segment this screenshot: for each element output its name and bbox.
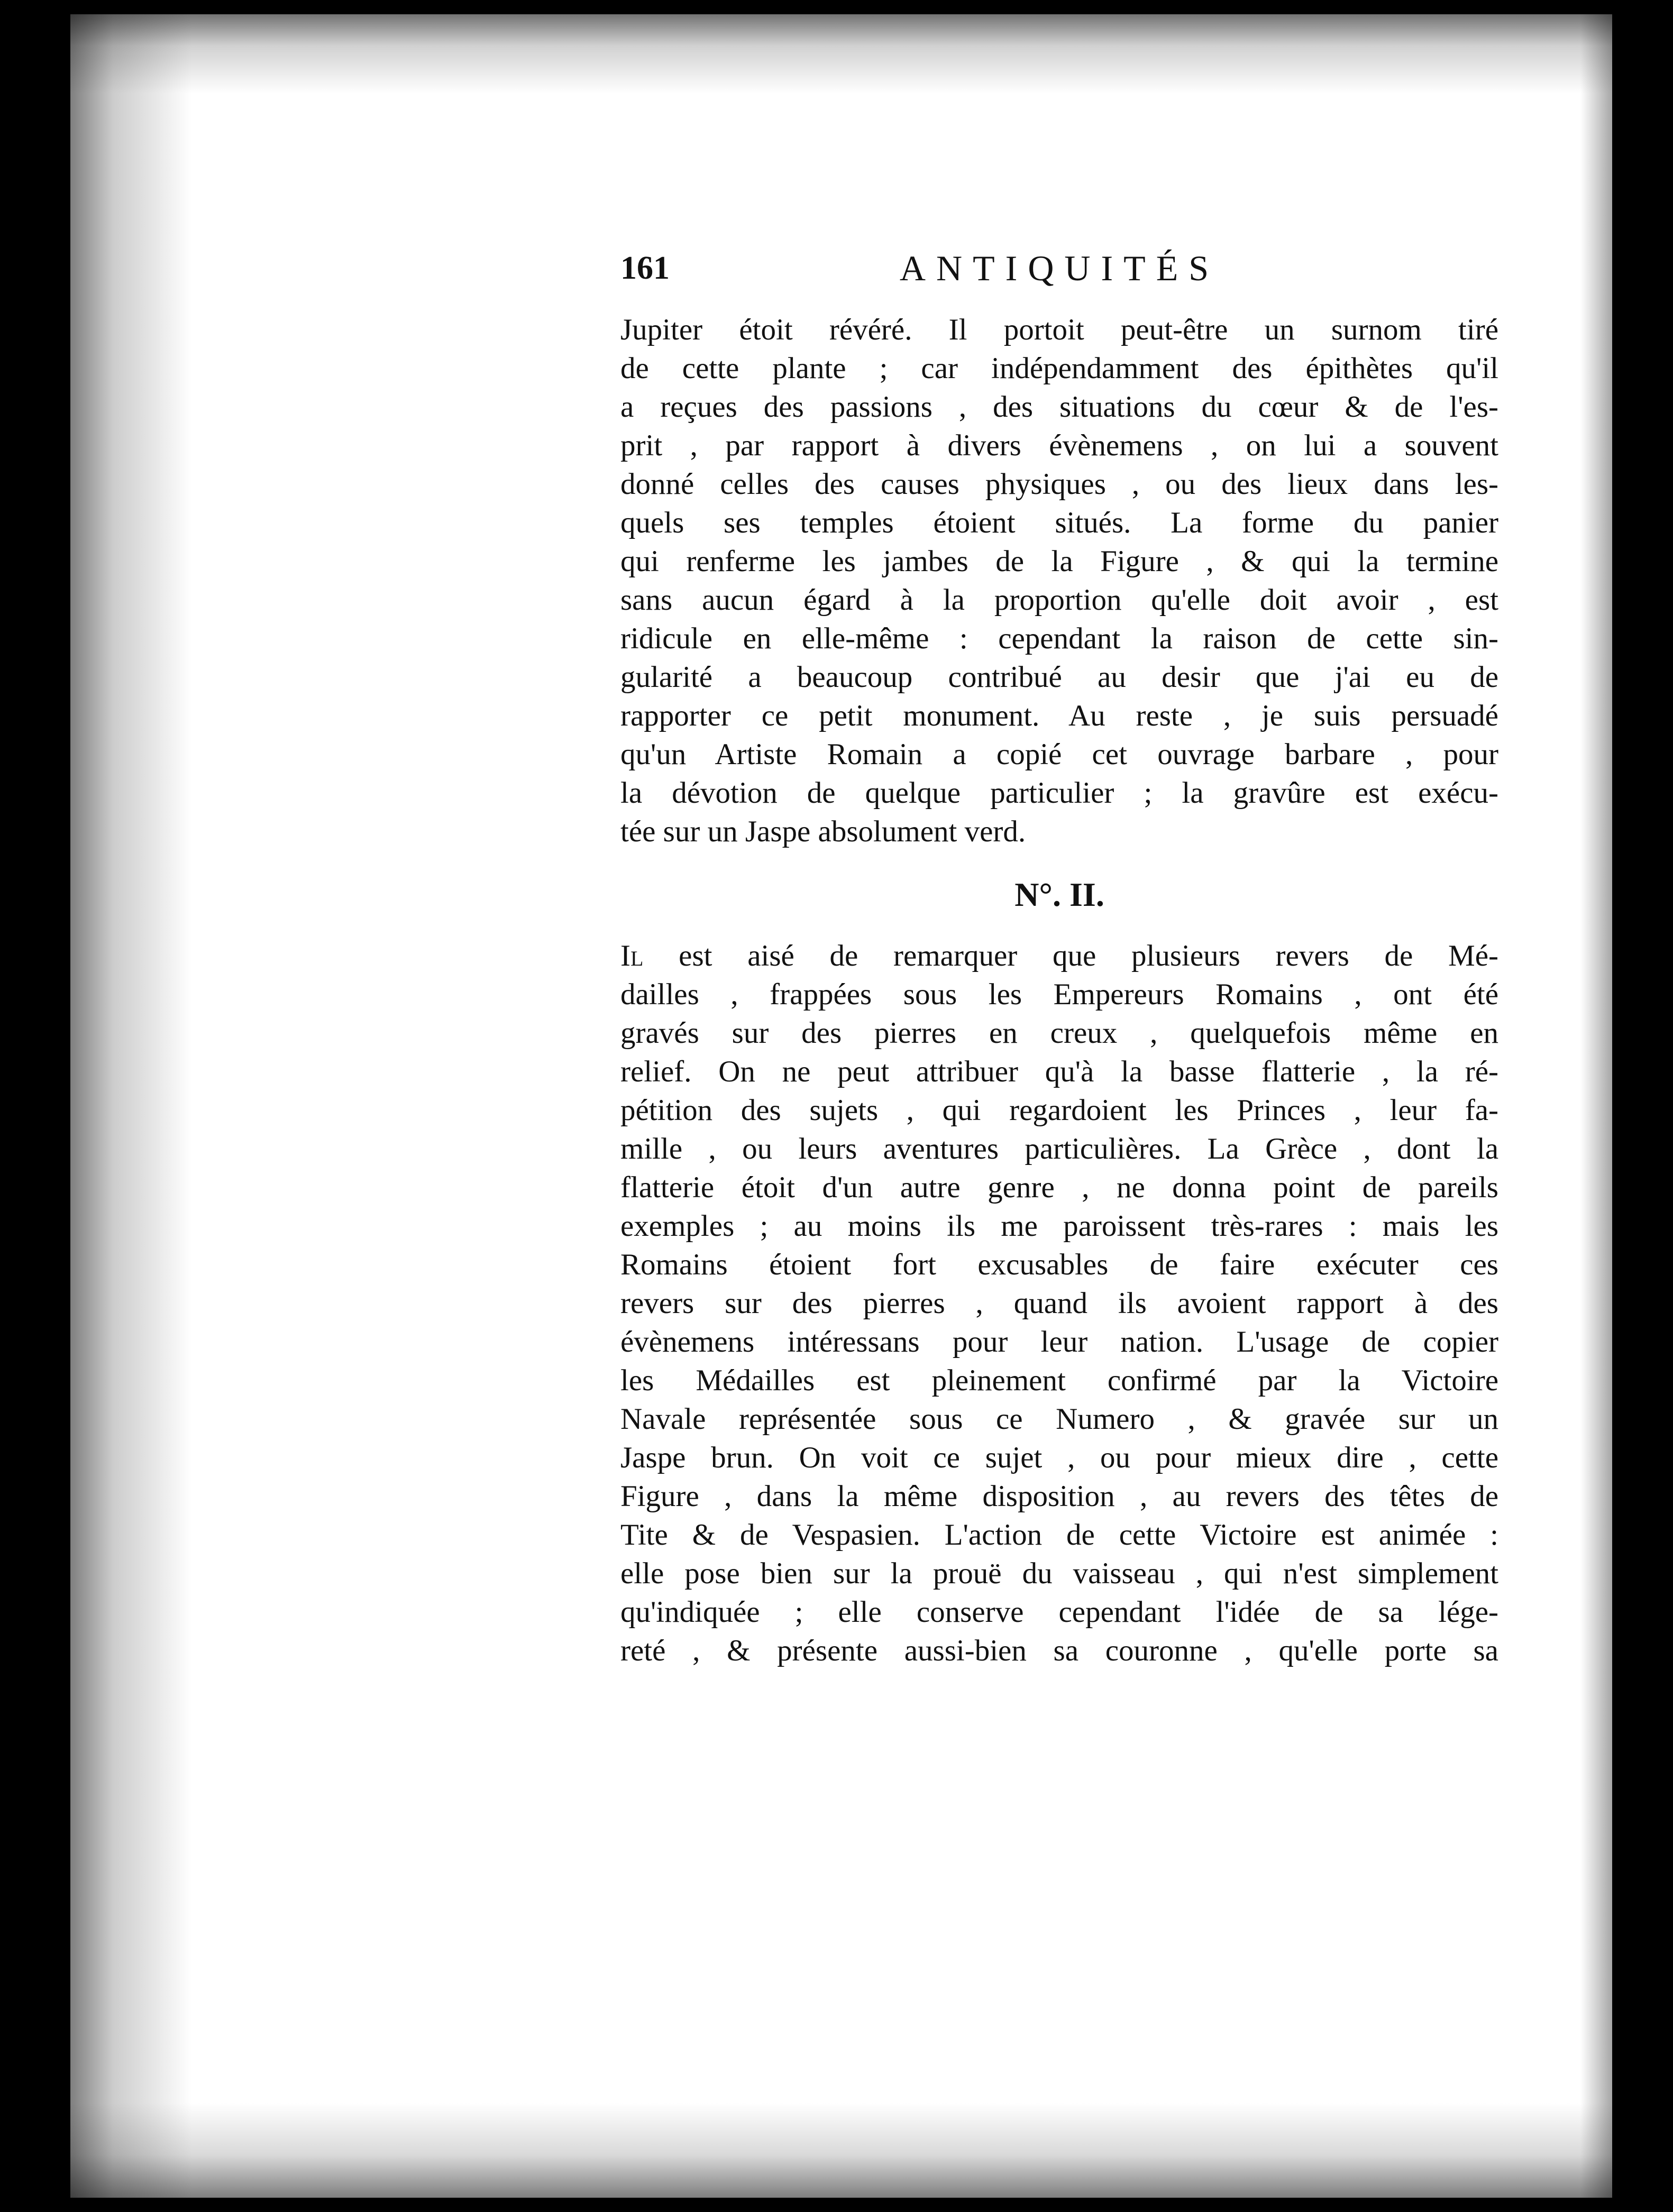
text-line: revers sur des pierres , quand ils avoient rapport à des (620, 1287, 1498, 1320)
text-line: sans aucun égard à la proportion qu'elle doit avoir , est (620, 583, 1498, 617)
text-line: a reçues des passions , des situations du cœur & de l'es- (620, 390, 1498, 424)
first-line-text: est aisé de remarquer que plusieurs revers de Mé- (643, 939, 1498, 972)
text-line: Jaspe brun. On voit ce sujet , ou pour mieux dire , cette (620, 1441, 1498, 1474)
text-line: flatterie étoit d'un autre genre , ne donna point de pareils (620, 1171, 1498, 1204)
text-line: Romains étoient fort excusables de faire exécuter ces (620, 1248, 1498, 1281)
text-line: exemples ; au moins ils me paroissent très-rares : mais les (620, 1209, 1498, 1243)
text-line: Tite & de Vespasien. L'action de cette Victoire est animée : (620, 1518, 1498, 1552)
text-line: les Médailles est pleinement confirmé par la Victoire (620, 1364, 1498, 1397)
running-head (620, 244, 1498, 292)
page-shadow-top (70, 14, 1612, 94)
text-line: Jupiter étoit révéré. Il portoit peut-être un surnom tiré (620, 313, 1498, 346)
page-number: 161 (620, 250, 670, 286)
text-line: elle pose bien sur la prouë du vaisseau , qui n'est simplement (620, 1557, 1498, 1590)
text-line: gularité a beaucoup contribué au desir que j'ai eu de (620, 660, 1498, 694)
text-line: mille , ou leurs aventures particulières. La Grèce , dont la (620, 1132, 1498, 1165)
text-line: qu'indiquée ; elle conserve cependant l'idée de sa lége- (620, 1595, 1498, 1629)
book-page (70, 14, 1612, 2198)
text-line: rapporter ce petit monument. Au reste , je suis persuadé (620, 699, 1498, 732)
text-line: donné celles des causes physiques , ou des lieux dans les- (620, 467, 1498, 501)
text-line: la dévotion de quelque particulier ; la gravûre est exécu- (620, 776, 1498, 810)
text-line: qui renferme les jambes de la Figure , & qui la termine (620, 545, 1498, 578)
page-shadow-left (70, 14, 192, 2198)
text-line: tée sur un Jaspe absolument verd. (620, 815, 1026, 848)
text-line: évènemens intéressans pour leur nation. L'usage de copier (620, 1325, 1498, 1359)
text-line: reté , & présente aussi-bien sa couronne , qu'elle porte sa (620, 1634, 1498, 1667)
paragraph-1 (620, 310, 1498, 851)
text-line: Figure , dans la même disposition , au revers des têtes de (620, 1480, 1498, 1513)
text-line: Navale représentée sous ce Numero , & gravée sur un (620, 1402, 1498, 1436)
initial-word: Il (620, 939, 644, 972)
text-line: relief. On ne peut attribuer qu'à la basse flatterie , la ré- (620, 1055, 1498, 1088)
text-line: prit , par rapport à divers évènemens , on lui a souvent (620, 429, 1498, 462)
page-shadow-bottom (70, 2103, 1612, 2198)
page-shadow-right (1580, 14, 1612, 2198)
text-line: de cette plante ; car indépendamment des épithètes qu'il (620, 352, 1498, 385)
text-line: ridicule en elle-même : cependant la raison de cette sin- (620, 622, 1498, 655)
paragraph-2 (620, 937, 1498, 1670)
text-line: pétition des sujets , qui regardoient les Princes , leur fa- (620, 1094, 1498, 1127)
section-heading: N°. II. (1014, 876, 1104, 913)
running-head-title: ANTIQUITÉS (899, 248, 1220, 288)
text-line: gravés sur des pierres en creux , quelquefois même en (620, 1016, 1498, 1050)
text-line: dailles , frappées sous les Empereurs Romains , ont été (620, 978, 1498, 1011)
text-line (620, 937, 1498, 975)
text-line: quels ses temples étoient situés. La forme du panier (620, 506, 1498, 539)
text-line: qu'un Artiste Romain a copié cet ouvrage barbare , pour (620, 738, 1498, 771)
